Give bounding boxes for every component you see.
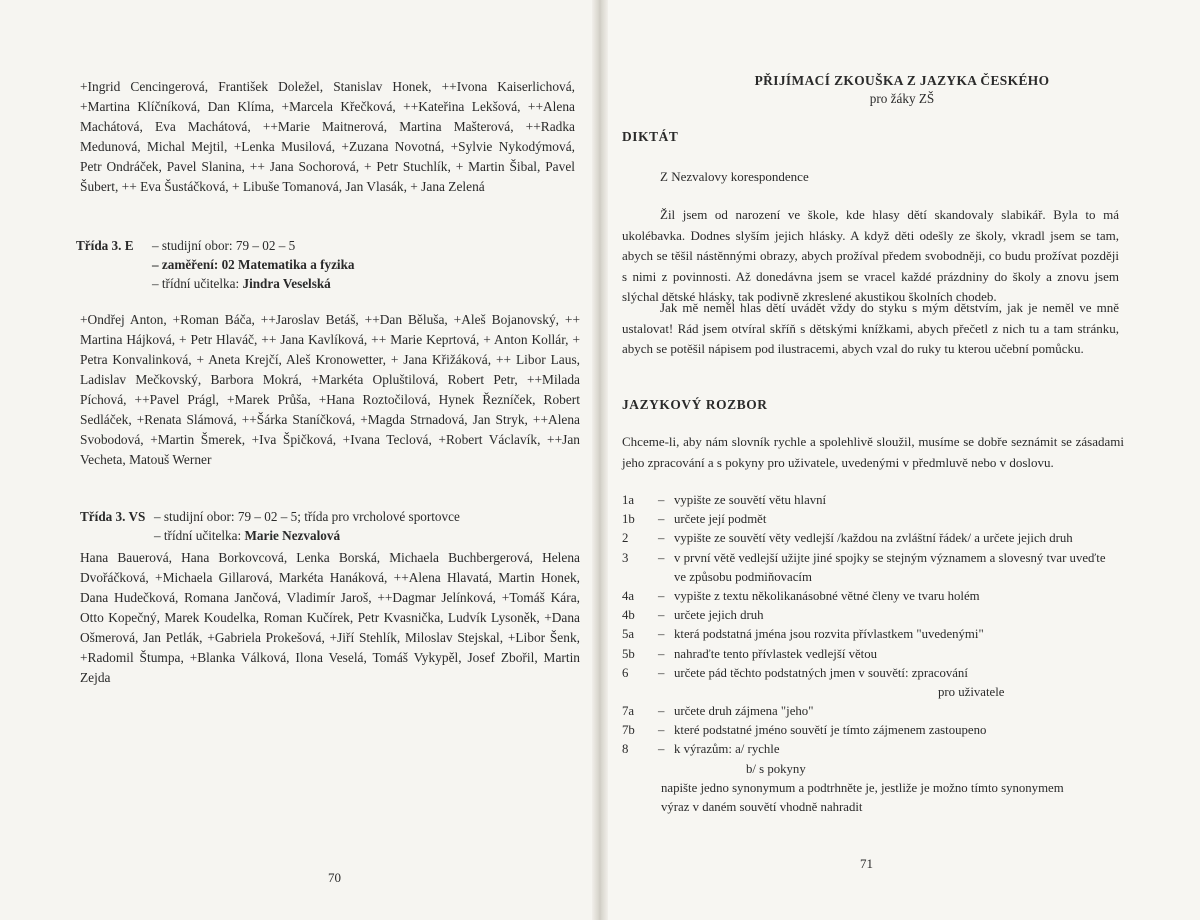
task-continuation-row (622, 683, 1122, 702)
task-text: které podstatné jméno souvětí je tímto zájmenem zastoupeno (674, 723, 987, 738)
task-row (622, 529, 1122, 548)
task-row (622, 625, 1122, 644)
student-list-3vs: Hana Bauerová, Hana Borkovcová, Lenka Borská, Michaela Buchbergerová, Helena Dvořáčková, +Michaela Gillarová, Markéta Hanáková, ++Alena Hlavatá, Martin Honek, Dana Hudečková, Romana Jančová, Vladimír Jaroš, ++Dagmar Jelínková, +Tomáš Kára, Otto Kopečný, Marek Koudelka, Roman Kučírek, Petr Kvasnička, Ludvík Lysoněk, +Dana Ošmerová, Jan Petlák, +Gabriela Prokešová, +Jiří Stehlík, Miloslav Stejskal, +Libor Šenk, +Radomil Štumpa, +Blanka Válková, Ilona Veselá, Tomáš Vykypěl, Josef Zbořil, Martin Zejda (80, 550, 580, 685)
task-number: 8 (622, 742, 629, 757)
exam-title: PŘIJÍMACÍ ZKOUŠKA Z JAZYKA ČESKÉHO (754, 73, 1050, 88)
task-text: určete pád těchto podstatných jmen v souvětí: zpracování (674, 665, 968, 680)
analysis-heading: JAZYKOVÝ ROZBOR (622, 397, 768, 412)
task-row (622, 740, 1122, 759)
class-3e-teacher: – třídní učitelka: Jindra Veselská (152, 276, 331, 291)
dictation-paragraph-1: Žil jsem od narození ve škole, kde hlasy dětí skandovaly slabikář. Byla to má ukolébavka. Dodnes slyším jejich hlásky. A když děti odešly ze školy, vkradl jsem se tam, abych se těšil nástěnnými obrazy, abych prožíval předem svobodněji, co budu prožívat později s nimi z povinnosti. Až donedávna jsem se vracel každé prázdniny do školy a znovu jsem slýchal dětské hlásky, tak podivně zkreslené akustikou školních chodeb. (622, 207, 1119, 304)
task-number: 7b (622, 723, 635, 738)
task-row (622, 645, 1122, 664)
task-row (622, 606, 1122, 625)
task-dash: – (658, 704, 665, 719)
exam-subtitle: pro žáky ZŠ (869, 91, 935, 106)
task-dash: – (658, 512, 665, 527)
task-text: nahraďte tento přívlastek vedlejší větou (674, 646, 878, 661)
task-continuation: b/ s pokyny (746, 761, 806, 776)
task-dash: – (658, 550, 665, 565)
class-3vs-teacher: – třídní učitelka: Marie Nezvalová (154, 528, 341, 543)
task-dash: – (658, 723, 665, 738)
dictation-heading: DIKTÁT (622, 129, 679, 144)
class-3vs-label: Třída 3. VS (80, 509, 146, 524)
book-gutter (592, 0, 608, 920)
task-dash: – (658, 531, 665, 546)
dictation-paragraph-2: Jak mě neměl hlas dětí uvádět vždy do styku s mým dětstvím, jak je neměl ve mně ustalovat! Rád jsem otvíral skříň s dětskými knížkami, abych přečetl z nich tu a tam stránku, abych se potěšil nápisem pod ilustracemi, abych vzal do ruky tu kterou učební pomůcku. (622, 300, 1119, 356)
task-row (622, 721, 1122, 740)
page-number-right: 71 (860, 856, 873, 871)
task-dash: – (658, 646, 665, 661)
task-row (622, 664, 1122, 683)
task-text: která podstatná jména jsou rozvita přívlastkem "uvedenými" (674, 627, 984, 642)
class-3e-study-field: – studijní obor: 79 – 02 – 5 (152, 238, 296, 253)
task-row (622, 491, 1122, 510)
task-8-instruction: napište jedno synonymum a podtrhněte je, jestliže je možno tímto synonymem (661, 780, 1064, 795)
task-dash: – (658, 627, 665, 642)
task-text: určete její podmět (674, 512, 767, 527)
student-list-3e: +Ondřej Anton, +Roman Báča, ++Jaroslav Betáš, ++Dan Běluša, +Aleš Bojanovský, ++ Martina Hájková, + Petr Hlaváč, ++ Jana Kavlíková, ++ Marie Keprtová, + Anton Kollár, + Petra Konvalinková, + Aneta Krejčí, Aleš Kronowetter, + Jana Křižáková, ++ Libor Laus, Ladislav Mečkovský, Barbora Mokrá, +Markéta Opluštilová, Robert Petr, ++Milada Píchová, ++Pavel Prágl, +Marek Průša, +Hana Roztočilová, Hynek Řezníček, Robert Sedláček, +Renata Slámová, ++Šárka Staníčková, +Magda Strnadová, Jan Stryk, ++Alena Svobodová, +Martin Šmerek, +Iva Špičková, +Ivana Teclová, +Robert Václavík, ++Jan Vecheta, Matouš Werner (80, 312, 580, 467)
analysis-task-list (622, 491, 1122, 817)
task-number: 7a (622, 704, 635, 719)
task-number: 3 (622, 550, 629, 565)
dictation-source: Z Nezvalovy korespondence (660, 169, 809, 184)
task-continuation: pro uživatele (938, 684, 1005, 699)
class-3e-label: Třída 3. E (76, 238, 134, 253)
task-dash: – (658, 742, 665, 757)
task-text: v první větě vedlejší užijte jiné spojky se stejným významem a slovesný tvar uveďte (674, 550, 1106, 565)
task-text: určete jejich druh (674, 608, 764, 623)
task-continuation-row (622, 568, 1122, 587)
task-text: určete druh zájmena "jeho" (674, 704, 814, 719)
task-continuation: ve způsobu podmiňovacím (674, 569, 812, 584)
task-dash: – (658, 665, 665, 680)
task-number: 5b (622, 646, 635, 661)
analysis-sentence: Chceme-li, aby nám slovník rychle a spolehlivě sloužil, musíme se dobře seznámit se zásadami jeho zpracování a s pokyny pro uživatele, uvedenými v předmluvě nebo v doslovu. (622, 434, 1124, 470)
class-3e-specialization: – zaměření: 02 Matematika a fyzika (152, 257, 355, 272)
task-number: 4a (622, 588, 635, 603)
task-number: 1b (622, 512, 635, 527)
task-instruction-row (622, 798, 1122, 817)
task-dash: – (658, 493, 665, 507)
task-row (622, 587, 1122, 606)
task-dash: – (658, 608, 665, 623)
task-continuation-row (622, 760, 1122, 779)
class-3vs-study-field: – studijní obor: 79 – 02 – 5; třída pro vrcholové sportovce (154, 509, 460, 524)
task-8-instruction: výraz v daném souvětí vhodně nahradit (661, 800, 863, 814)
task-row (622, 510, 1122, 529)
task-number: 6 (622, 665, 629, 680)
task-dash: – (658, 588, 665, 603)
task-number: 2 (622, 531, 629, 546)
task-number: 5a (622, 627, 635, 642)
task-row (622, 702, 1122, 721)
task-text: vypište ze souvětí větu hlavní (674, 493, 827, 507)
student-list-3d: +Ingrid Cencingerová, František Doležel, Stanislav Honek, ++Ivona Kaiserlichová, +Martina Klíčníková, Dan Klíma, +Marcela Křečková, ++Kateřina Lekšová, ++Alena Machátová, Eva Machátová, ++Marie Maitnerová, Martina Mašterová, ++Radka Medunová, Michal Mejtil, +Lenka Musilová, +Zuzana Novotná, +Sylvie Nykodýmová, Petr Ondráček, Pavel Slanina, ++ Jana Sochorová, + Petr Stuchlík, + Martin Šibal, Pavel Šubert, ++ Eva Šustáčková, + Libuše Tomanová, Jan Vlasák, + Jana Zelená (80, 79, 575, 194)
page-number-left: 70 (328, 870, 341, 885)
task-number: 4b (622, 608, 635, 623)
task-number: 1a (622, 493, 635, 507)
task-text: k výrazům: a/ rychle (674, 742, 780, 757)
task-instruction-row (622, 779, 1122, 798)
task-text: vypište z textu několikanásobné větné členy ve tvaru holém (674, 588, 980, 603)
task-row (622, 549, 1122, 568)
task-text: vypište ze souvětí věty vedlejší /každou na zvláštní řádek/ a určete jejich druh (674, 531, 1073, 546)
